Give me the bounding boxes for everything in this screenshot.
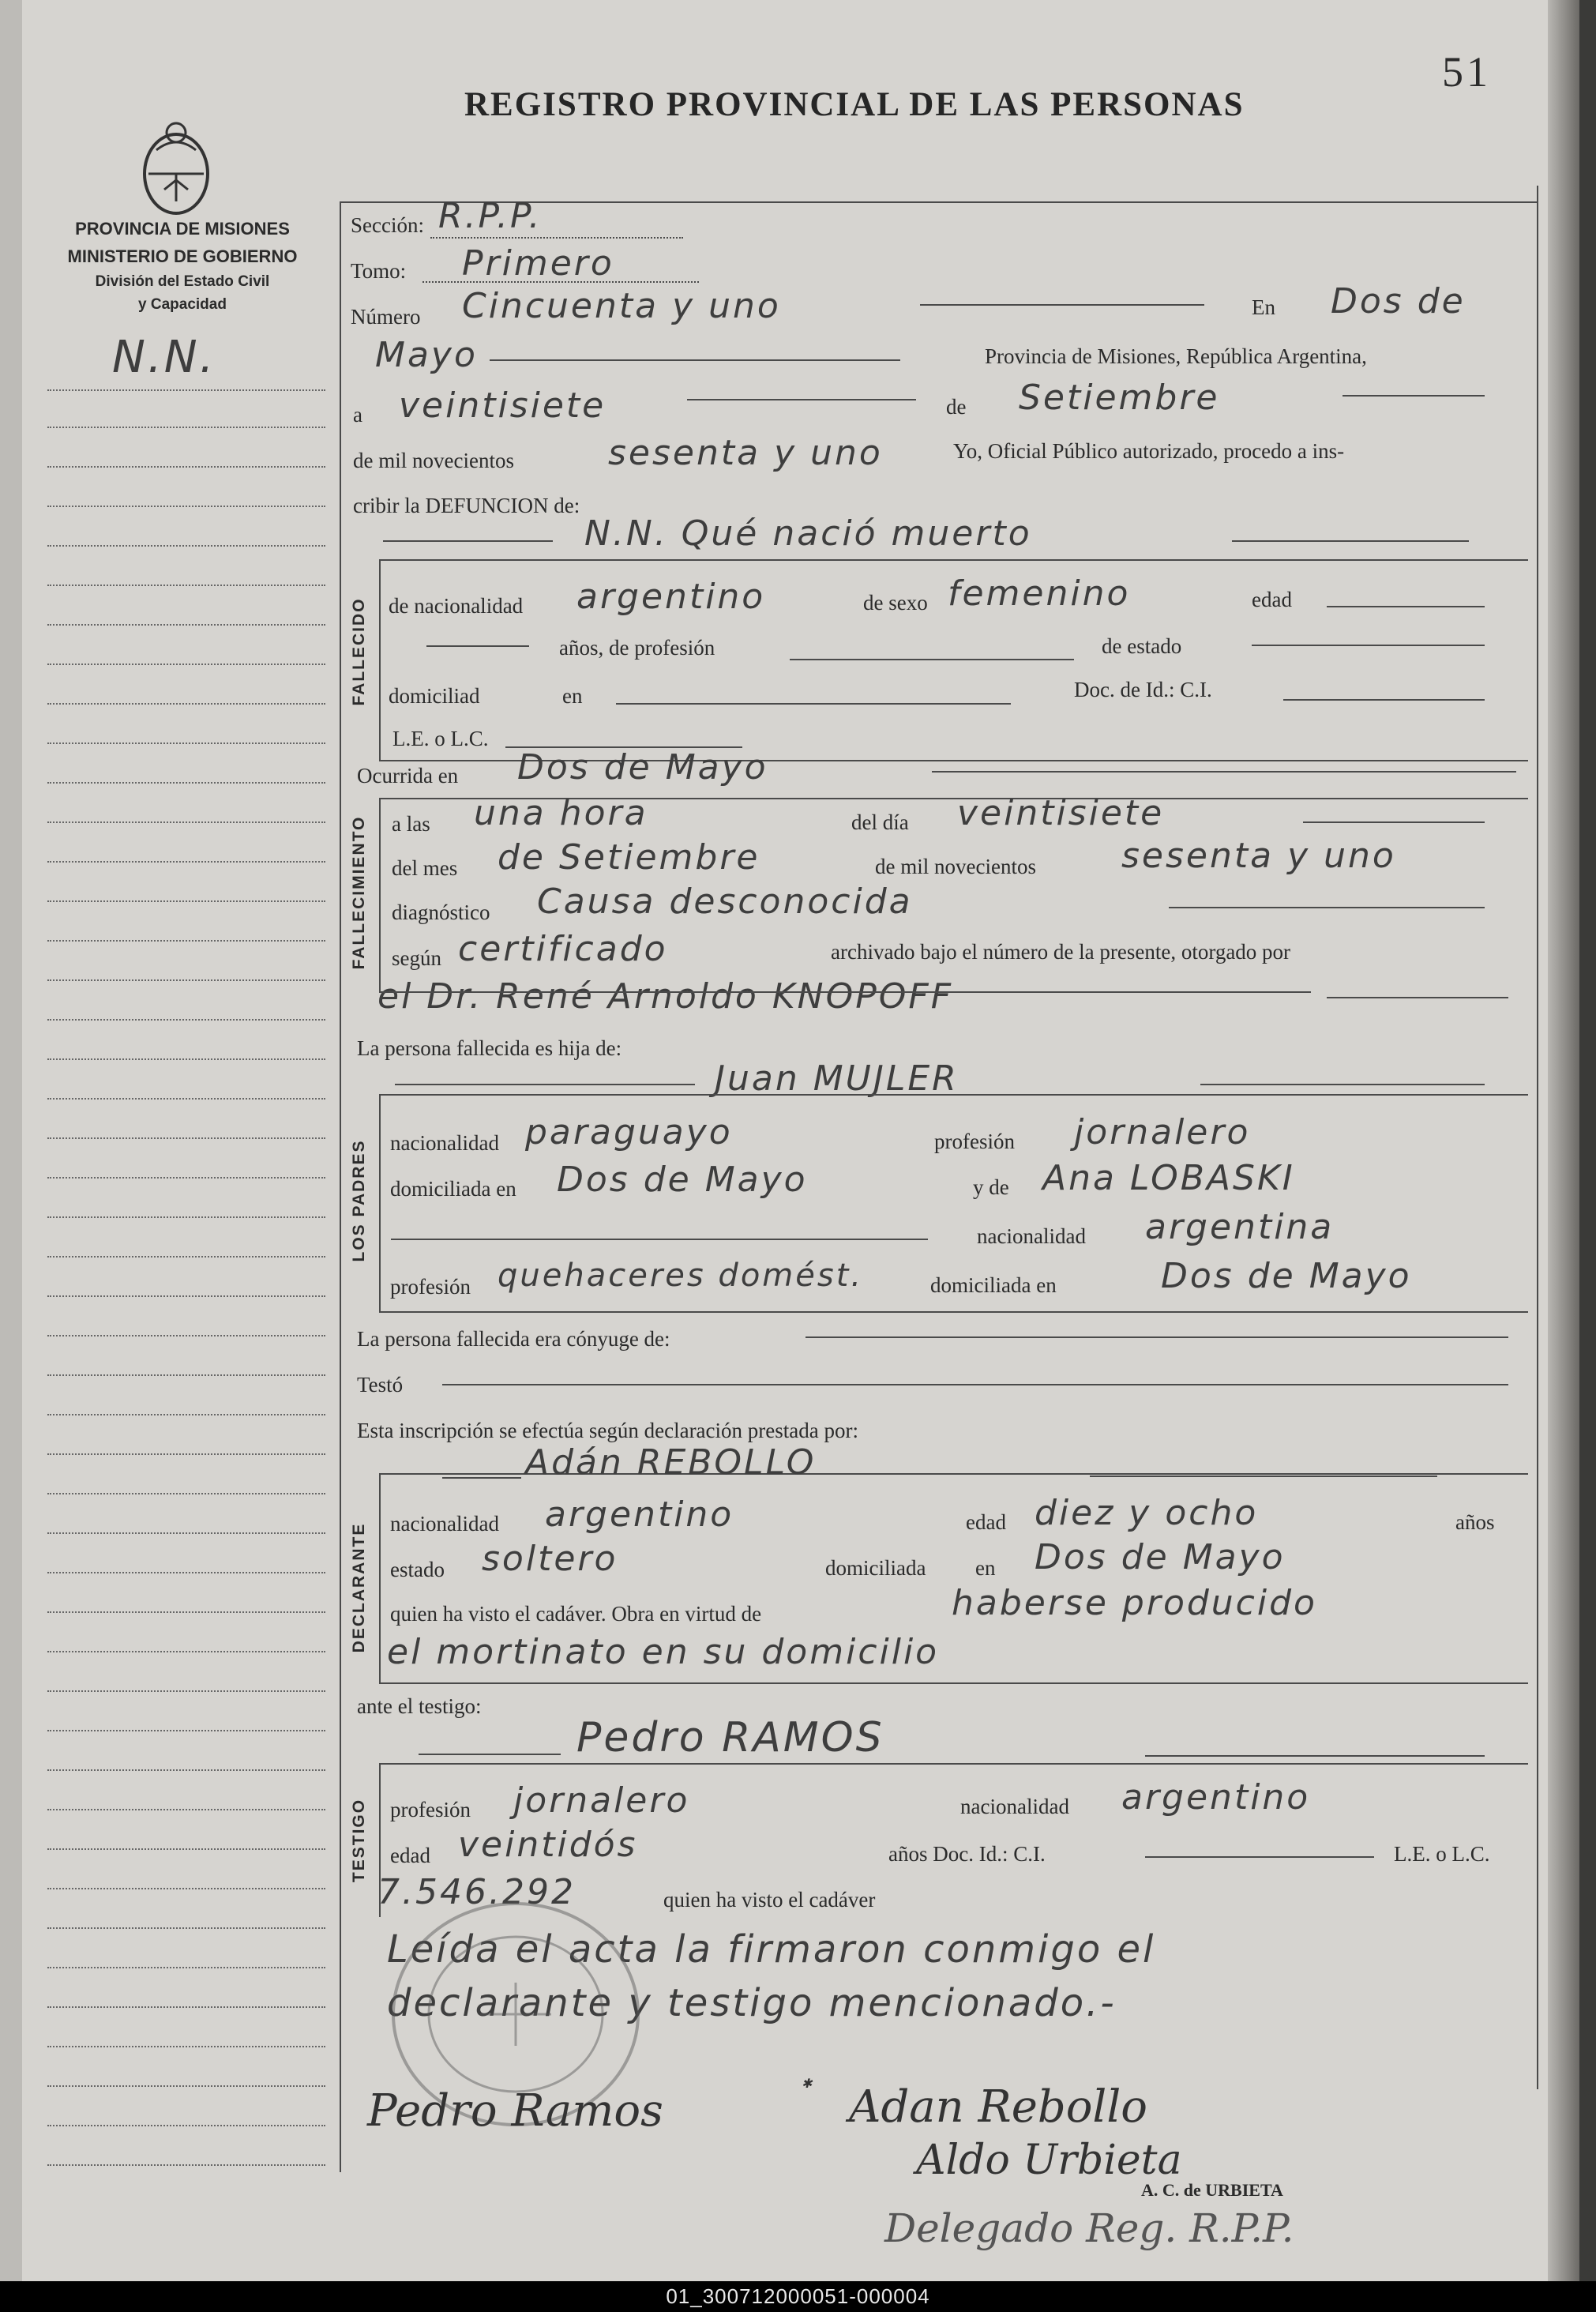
hora-label: a las [392,812,430,836]
profesion-fill [790,659,1074,660]
oficial-stamp-name: A. C. de URBIETA [1141,2180,1283,2200]
a-label: a [353,403,362,427]
padres-top [379,1094,1528,1096]
medico-fill [1327,997,1508,998]
declarante-signature: Adan Rebollo [849,2081,1147,2133]
edad-fill [1327,606,1485,607]
ocurrida-fill [932,771,1516,773]
declarante-estado: soltero [482,1539,618,1579]
lugar-fill [490,359,900,361]
tomo-value: Primero [462,243,614,284]
diagnostico-fill [1169,907,1485,908]
madre-nombre: Ana LOBASKI [1042,1158,1295,1198]
tomo-line [422,281,699,283]
declarante-domicilio: Dos de Mayo [1035,1537,1286,1577]
padre-nacionalidad-label: nacionalidad [390,1131,499,1155]
declarante-obra-2: el mortinato en su domicilio [387,1632,940,1672]
madre-nacionalidad-label: nacionalidad [977,1224,1086,1248]
domicilio-fill [616,703,1011,705]
declaracion-label: Esta inscripción se efectúa según declaración prestada por: [357,1419,858,1442]
numero-fill [920,304,1204,306]
medico-name: el Dr. René Arnoldo KNOPOFF [377,976,954,1017]
nacionalidad-label: de nacionalidad [389,594,524,618]
dia-label: del día [851,810,909,834]
doc-label: Doc. de Id.: C.I. [1074,678,1212,701]
madre-nacionalidad: argentina [1145,1207,1335,1247]
seccion-label: Sección: [351,213,424,237]
testo-fill [442,1384,1508,1385]
declarante-visto-text: quien ha visto el cadáver. Obra en virtud de [390,1602,762,1626]
en-value: Dos de [1331,281,1466,321]
delegado-stamp: Delegado Reg. R.P.P. [884,2205,1294,2251]
inscribir-text: cribir la DEFUNCION de: [353,494,580,517]
anios-fill [426,645,529,647]
fallecimiento-dia-value: veintisiete [957,793,1165,833]
mes-label: del mes [392,856,458,880]
madre-line-fill [391,1239,928,1240]
capacity-label: y Capacidad [138,296,227,313]
edad-label: edad [1252,588,1292,611]
declarante-side [379,1473,381,1682]
testigo-nombre: Pedro RAMOS [576,1714,884,1761]
testigo-fill-left [419,1754,561,1755]
declarante-nacionalidad-label: nacionalidad [390,1512,499,1536]
page-number: 51 [1442,48,1491,96]
dia-fill-2 [1303,821,1485,823]
numero-label: Número [351,305,421,329]
ocurrida-value: Dos de Mayo [517,747,768,788]
conyuge-label: La persona fallecida era cónyuge de: [357,1327,670,1351]
book-binding-edge [1548,0,1579,2281]
register-page: 51 REGISTRO PROVINCIAL DE LAS PERSONAS PROVINCIA DE MISIONES MINISTERIO DE GOBIERNO División del Estado Civil y Capacidad N.N. Sección: R.P.P. Tomo: Primero Número Cincuenta y uno En Dos de Mayo Provincia de Misiones, República Argentina, a veintisiete de Setiembre de mil novecientos sesenta y uno Yo, Oficial Público autorizado, procedo a ins- cribir la DEFUNCION de: FALLECIDO N.N. Qué nació muerto de nacionalidad argentino de sexo femenino edad años, de profesión de estado domiciliad en Doc. de Id.: C.I. L.E. o L.C. Ocurrida en Dos de Mayo FALLECIMIENTO a las una hora del día veintisiete del mes de Setiembre de mil novecientos sesenta y uno diagnóstico Causa desconocida según certificado archivado bajo el número de la presente, otorgado por el Dr. René Arnoldo KNOPOFF La persona fallecida es hija de: Juan MUJLER LOS PADRES nacionalidad paraguayo profesión jornalero domiciliada en Dos de Mayo y de Ana LOBASKI nacionalidad argentina profesión quehaceres domést. domiciliada en Dos de Mayo La persona fallecida era cónyuge de: Testó Esta inscripción se efectúa según declaración prestada por: DECLARANTE Adán REBOLLO nacionalidad argentino edad diez y ocho años estado soltero domiciliada en Dos de Mayo quien ha visto el cadáver. Obra en virtud de haberse producido el mortinato en su domicilio ante el testigo: Pedro RAMOS TESTIGO profesión jornalero nacionalidad argentino edad veintidós años Doc. Id.: C.I. L.E. o L.C. 7.546.292 quien ha visto el cadáver Leída el acta la firmaron conmigo el declarante y testigo mencionado.- Pedro Ramos ✱ Adan Rebollo Aldo Urbieta A. C. de URBIETA Delegado Reg. R.P.P. [0,0,1579,2281]
main-frame-right [1537,186,1538,2089]
padre-profesion-label: profesión [934,1130,1015,1153]
testigo-profesion-label: profesión [390,1798,471,1821]
declarante-edad: diez y ocho [1035,1493,1259,1533]
padre-nombre: Juan MUJLER [715,1058,959,1099]
oficial-signature: Aldo Urbieta [916,2137,1182,2184]
testigo-visto-text: quien ha visto el cadáver [663,1888,876,1912]
archivado-text: archivado bajo el número de la presente, otorgado por [831,940,1291,964]
padre-fill-left [395,1084,695,1085]
margin-note: N.N. [112,332,216,383]
fallecimiento-anio-value: sesenta y uno [1121,836,1396,876]
testigo-intro: ante el testigo: [357,1694,482,1718]
asterisk-mark: ✱ [802,2076,813,2091]
province-label: PROVINCIA DE MISIONES [75,219,290,239]
testigo-signature: Pedro Ramos [367,2085,663,2137]
division-label: División del Estado Civil [95,273,270,290]
padre-domiciliada-label: domiciliada en [390,1177,516,1201]
testigo-le-label: L.E. o L.C. [1394,1842,1490,1866]
oficial-text: Yo, Oficial Público autorizado, procedo a ins- [953,439,1345,463]
en-label: En [1252,295,1275,319]
segun-label: según [392,946,441,970]
padre-fill-right [1200,1084,1485,1085]
ministry-label: MINISTERIO DE GOBIERNO [67,246,298,266]
ocurrida-label: Ocurrida en [357,764,459,788]
fallecimiento-mes-value: de Setiembre [498,837,760,878]
diagnostico-label: diagnóstico [392,900,490,924]
fallecimiento-side [379,798,381,991]
padres-intro: La persona fallecida es hija de: [357,1036,622,1060]
padre-nacionalidad: paraguayo [525,1112,733,1152]
le-label: L.E. o L.C. [392,727,489,750]
testigo-profesion: jornalero [513,1780,690,1821]
declarante-obra: haberse producido [952,1583,1317,1623]
y-de-label: y de [973,1175,1009,1199]
fallecido-nombre: N.N. Qué nació muerto [584,513,1032,554]
testigo-nacionalidad-label: nacionalidad [960,1795,1069,1818]
declarante-fill-left [442,1477,521,1479]
testigo-anios-doc-label: años Doc. Id.: C.I. [888,1842,1046,1866]
segun-value: certificado [458,929,668,969]
fallecido-side [379,559,381,761]
testigo-doc-fill [1145,1856,1374,1858]
madre-domiciliada-label: domiciliada en [930,1273,1057,1297]
declarante-nacionalidad: argentino [545,1494,734,1535]
sexo-label: de sexo [863,591,928,615]
fallecido-top [379,559,1528,561]
testigo-doc-number: 7.546.292 [377,1872,576,1912]
provincia-text: Provincia de Misiones, República Argentina, [985,344,1367,368]
closing-line-2: declarante y testigo mencionado.- [387,1981,1117,2025]
declarante-domiciliada-label: domiciliada [825,1556,926,1580]
tomo-label: Tomo: [351,259,407,283]
dia-fill [687,399,916,400]
estado-label: de estado [1102,634,1182,658]
doc-fill [1283,699,1485,701]
madre-domicilio: Dos de Mayo [1161,1256,1412,1296]
seccion-line [430,237,683,239]
nacionalidad-value: argentino [576,577,766,617]
coat-of-arms-icon [133,118,220,221]
testigo-fill-right [1145,1755,1485,1757]
declarante-anios-label: años [1455,1510,1495,1534]
fallecimiento-bottom [379,991,1311,993]
padres-bottom [379,1311,1528,1313]
anios-label: años, de profesión [559,636,715,660]
madre-profesion: quehaceres domést. [498,1258,864,1294]
dia-value: veintisiete [399,385,606,426]
mes-value: Setiembre [1019,378,1220,418]
document-title: REGISTRO PROVINCIAL DE LAS PERSONAS [464,86,1245,123]
nombre-fill-left [383,540,553,542]
en-value-2: Mayo [375,335,478,375]
mes-fill [1343,395,1485,397]
testo-label: Testó [357,1373,404,1397]
de-label: de [946,395,967,419]
domiciliado-label: domiciliad [389,684,480,708]
padres-side [379,1094,381,1311]
declarante-en-label: en [975,1556,996,1580]
testigo-edad: veintidós [458,1825,638,1865]
testigo-top [379,1763,1528,1765]
anio-label: de mil novecientos [353,449,514,472]
declarante-estado-label: estado [390,1558,445,1581]
declarante-fill-right [1090,1476,1437,1477]
sexo-value: femenino [948,573,1131,614]
estado-fill [1252,645,1485,646]
seccion-value: R.P.P. [438,196,543,236]
nombre-fill-right [1232,540,1469,542]
declarante-nombre: Adán REBOLLO [525,1442,817,1483]
declarante-bottom [379,1682,1528,1684]
padre-domicilio: Dos de Mayo [557,1160,808,1200]
diagnostico-value: Causa desconocida [537,882,913,922]
testigo-edad-label: edad [390,1844,430,1867]
padre-profesion: jornalero [1074,1112,1251,1152]
page-left-edge [0,0,22,2281]
fallecimiento-anio-label: de mil novecientos [875,855,1036,878]
main-frame-left [340,201,341,2172]
en-label-2: en [562,684,583,708]
closing-line-1: Leída el acta la firmaron conmigo el [387,1927,1156,1972]
file-id: 01_300712000051-000004 [666,2284,930,2308]
madre-profesion-label: profesión [390,1275,471,1299]
anio-value: sesenta y uno [608,433,883,473]
conyuge-fill [806,1336,1508,1338]
testigo-nacionalidad: argentino [1121,1777,1311,1818]
numero-value: Cincuenta y uno [462,286,781,326]
hora-value: una hora [474,793,648,833]
declarante-edad-label: edad [966,1510,1006,1534]
